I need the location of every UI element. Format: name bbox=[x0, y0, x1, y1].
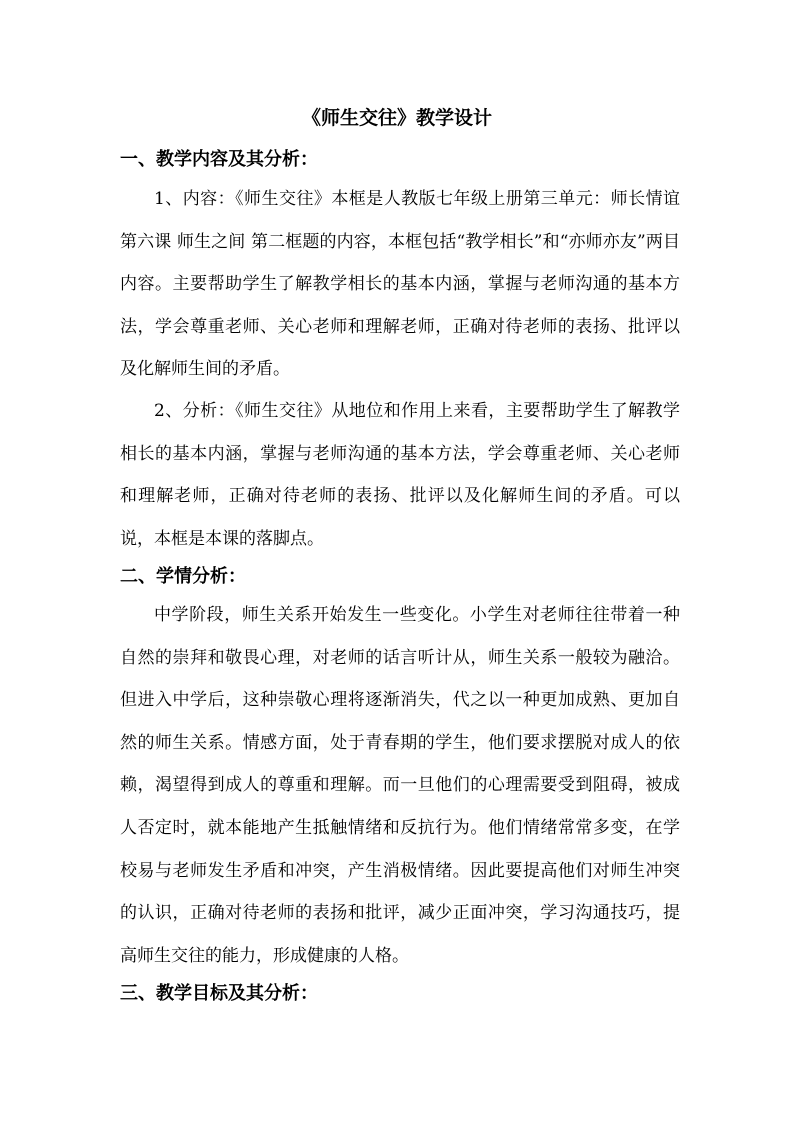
section-heading-student-analysis: 二、学情分析： bbox=[120, 566, 246, 587]
paragraph-content: 1、内容：《师生交往》本框是人教版七年级上册第三单元：师长情谊 第六课 师生之间 第二框题的内容，本框包括“教学相长”和“亦师亦友”两目内容。主要帮助学生了解教学相长的基本内涵，掌握与老师沟通的基本方法，学会尊重老师、关心老师和理解老师，正确对待老师的表扬、批评以及化解师生间的矛盾。 bbox=[120, 189, 680, 380]
section-heading-content-analysis: 一、教学内容及其分析： bbox=[120, 149, 318, 170]
paragraph-analysis: 2、分析：《师生交往》从地位和作用上来看，主要帮助学生了解教学相长的基本内涵，掌握与老师沟通的基本方法，学会尊重老师、关心老师和理解老师，正确对待老师的表扬、批评以及化解师生间的矛盾。可以说，本框是本课的落脚点。 bbox=[120, 401, 680, 549]
document-title: 《师生交往》教学设计 bbox=[301, 107, 492, 129]
paragraph-student-analysis: 中学阶段，师生关系开始发生一些变化。小学生对老师往往带着一种自然的崇拜和敬畏心理，对老师的话言听计从，师生关系一般较为融洽。但进入中学后，这种崇敬心理将逐渐消失，代之以一种更加成熟、更加自然的师生关系。情感方面，处于青春期的学生，他们要求摆脱对成人的依赖，渴望得到成人的尊重和理解。而一旦他们的心理需要受到阻碍，被成人否定时，就本能地产生抵触情绪和反抗行为。他们情绪常常多变，在学校易与老师发生矛盾和冲突，产生消极情绪。因此要提高他们对师生冲突的认识，正确对待老师的表扬和批评，减少正面冲突，学习沟通技巧，提高师生交往的能力，形成健康的人格。 bbox=[120, 605, 680, 966]
section-heading-teaching-goals: 三、教学目标及其分析： bbox=[120, 983, 318, 1004]
